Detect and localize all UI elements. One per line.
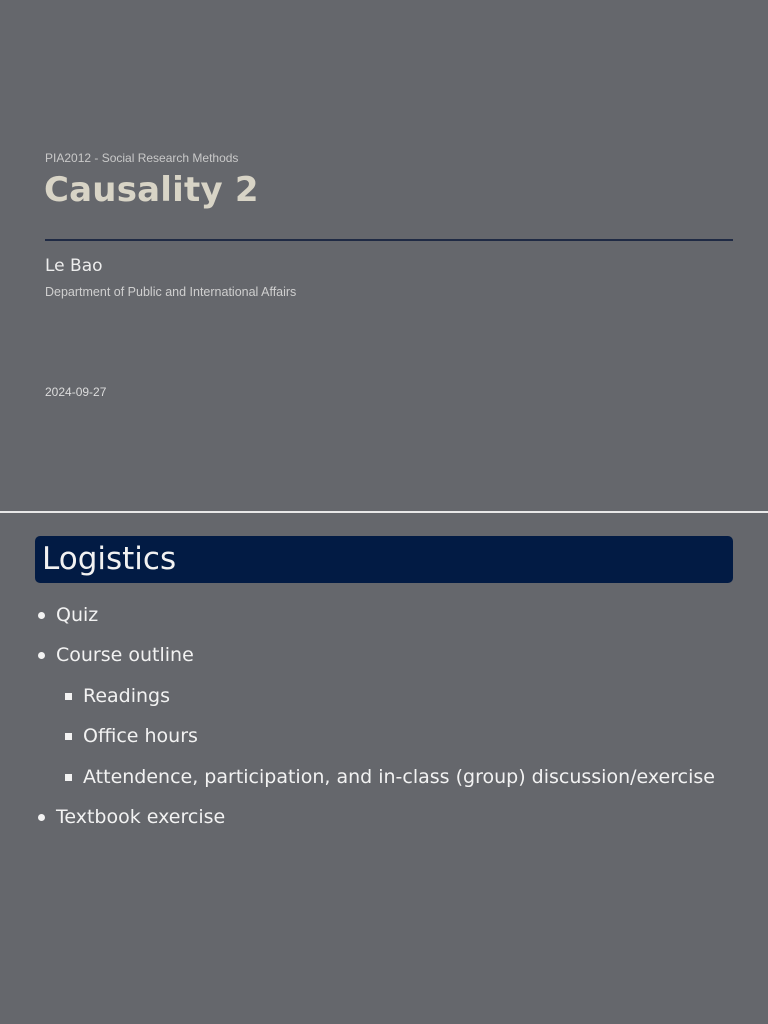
author-name: Le Bao <box>45 256 103 276</box>
list-item-text: Course outline <box>56 644 194 666</box>
list-subitem-text: Readings <box>83 685 171 707</box>
title-divider <box>45 239 733 241</box>
presentation-date: 2024-09-27 <box>45 385 107 399</box>
bullet-dot-icon <box>38 814 45 821</box>
list-item-text: Quiz <box>56 604 99 626</box>
list-subitem-text: Attendence, participation, and in-class (group) discussion/exercise <box>83 766 715 788</box>
bullet-square-icon <box>65 693 72 700</box>
list-subitem-text: Office hours <box>83 725 198 747</box>
logistics-slide <box>0 513 768 1024</box>
presentation-title: Causality 2 <box>44 170 259 210</box>
title-slide <box>0 0 768 511</box>
bullet-dot-icon <box>38 652 45 659</box>
section-title: Logistics <box>42 541 177 577</box>
course-label: PIA2012 - Social Research Methods <box>45 151 239 165</box>
author-affiliation: Department of Public and International Affairs <box>45 285 297 299</box>
section-header-bar <box>35 536 733 583</box>
list-item-text: Textbook exercise <box>56 806 226 828</box>
bullet-dot-icon <box>38 612 45 619</box>
bullet-square-icon <box>65 733 72 740</box>
bullet-square-icon <box>65 774 72 781</box>
